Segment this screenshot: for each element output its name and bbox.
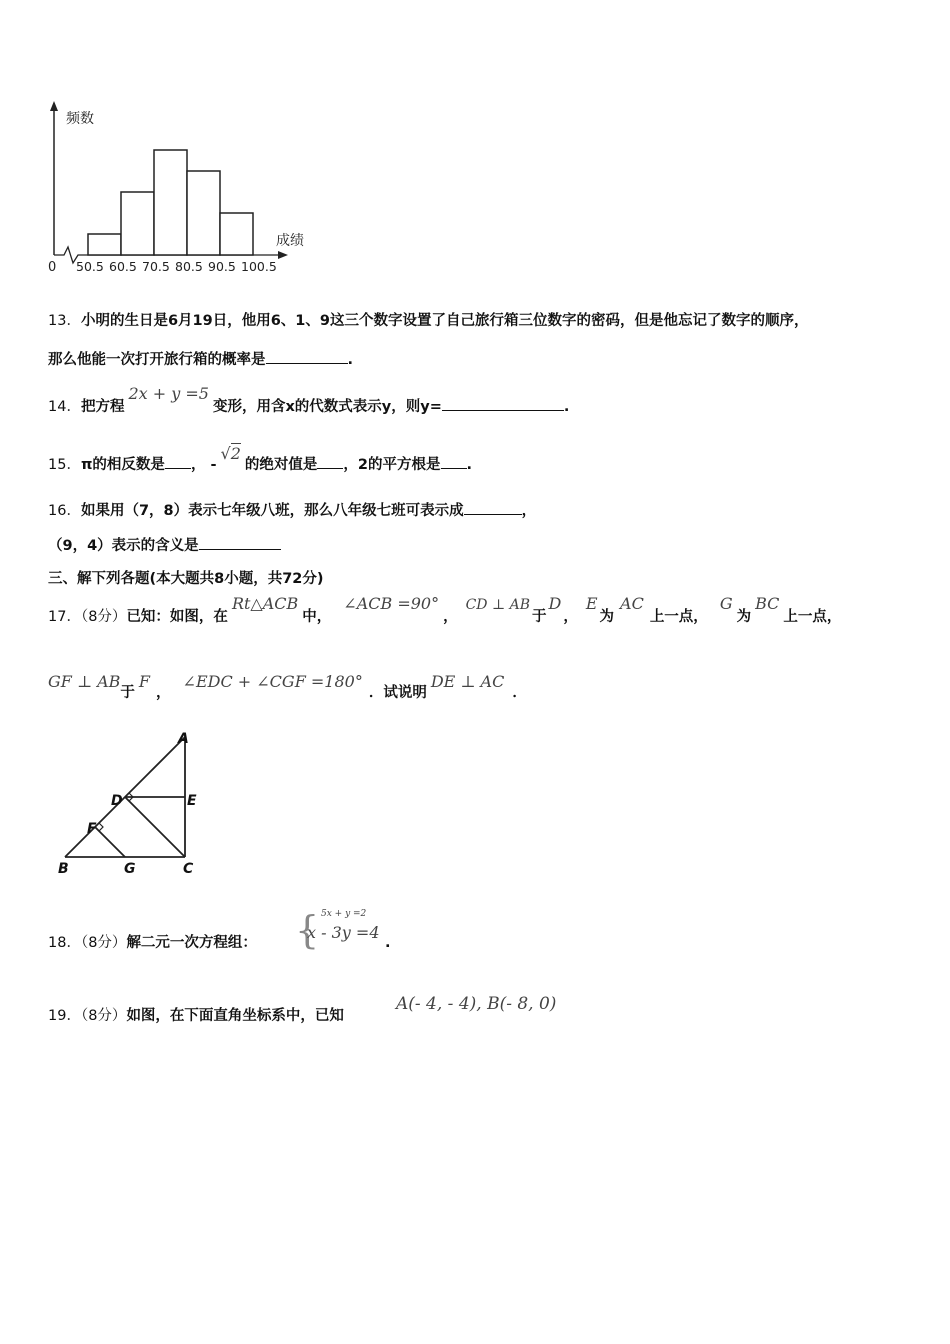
- question-number: 15．: [48, 457, 81, 473]
- score: （8分）: [80, 609, 127, 625]
- label-C: C: [183, 861, 194, 877]
- question-17-line2: [48, 672, 527, 703]
- period: .: [563, 399, 570, 415]
- frequency-histogram: [40, 95, 330, 285]
- x-axis-arrow: [278, 251, 288, 259]
- equation-1: 5x + y =2: [321, 909, 367, 919]
- score: （8分）: [80, 1008, 127, 1024]
- answer-blank[interactable]: [317, 454, 343, 469]
- question-text: 中，: [302, 609, 332, 625]
- math-expr: CD ⊥ AB: [465, 597, 530, 613]
- x-tick-label: 100.5: [241, 259, 277, 274]
- question-text: 上一点，: [649, 609, 708, 625]
- math-expr: F: [138, 672, 151, 691]
- answer-blank[interactable]: [441, 454, 467, 469]
- question-15: [48, 444, 473, 475]
- question-16-line2-row: [48, 535, 281, 556]
- label-A: A: [178, 731, 189, 747]
- x-tick-label: 50.5: [76, 259, 104, 274]
- math-expr: BC: [755, 594, 780, 613]
- x-tick-label: 90.5: [208, 259, 236, 274]
- left-brace: {: [295, 908, 320, 952]
- question-text: ，: [563, 609, 578, 625]
- question-text: 的绝对值是: [244, 457, 318, 473]
- label-E: E: [187, 793, 197, 809]
- question-text: 如果用（7，8）表示七年级八班，那么八年级七班可表示成: [80, 503, 464, 519]
- math-expr: GF ⊥ AB: [48, 672, 121, 691]
- x-tick-label: 70.5: [142, 259, 170, 274]
- question-13-line1: 小明的生日是6月19日，他用6、1、9这三个数字设置了自己旅行箱三位数字的密码，但是他忘记了数字的顺序，: [80, 313, 809, 329]
- equation-2: x - 3y =4: [307, 923, 380, 942]
- math-expr: D: [548, 594, 562, 613]
- math-expr: ∠EDC + ∠CGF =180°: [182, 672, 363, 691]
- label-G: G: [124, 861, 136, 877]
- question-text: ， -: [190, 457, 217, 473]
- math-expr: DE ⊥ AC: [430, 672, 505, 691]
- math-expr: E: [585, 594, 598, 613]
- question-19: [48, 1006, 344, 1026]
- answer-blank[interactable]: [266, 349, 348, 364]
- answer-blank[interactable]: [165, 454, 191, 469]
- period: .: [347, 352, 354, 368]
- answer-blank[interactable]: [199, 535, 281, 550]
- question-text: ，: [443, 609, 458, 625]
- comma: ，: [521, 503, 537, 519]
- question-text: 变形，用含x的代数式表示y，则y=: [212, 399, 442, 415]
- question-number: 16．: [48, 503, 81, 519]
- question-text: ，: [156, 685, 171, 701]
- question-text: 把方程: [80, 399, 125, 415]
- question-text: 为: [736, 609, 752, 625]
- answer-blank[interactable]: [442, 396, 564, 411]
- question-text: 上一点，: [783, 609, 842, 625]
- label-D: D: [111, 793, 123, 809]
- question-14: [48, 384, 570, 417]
- question-text: （9，4）表示的含义是: [48, 538, 199, 554]
- question-16: [48, 500, 536, 521]
- question-13: [48, 311, 808, 331]
- y-axis-arrow: [50, 101, 58, 111]
- segment-DC: [125, 797, 185, 857]
- section-heading: 三、解下列各题(本大题共8小题，共72分): [48, 571, 324, 587]
- question-text: 于: [120, 685, 135, 701]
- question-13-line2: 那么他能一次打开旅行箱的概率是: [48, 352, 266, 368]
- label-F: F: [87, 821, 97, 837]
- segment-FG: [95, 827, 125, 857]
- period: .: [385, 935, 391, 951]
- triangle-figure: [50, 725, 220, 880]
- question-text: 已知：如图，在: [126, 609, 228, 625]
- sqrt-value: 2: [230, 444, 241, 463]
- math-expr: AC: [620, 594, 644, 613]
- label-B: B: [58, 861, 69, 877]
- period: .: [466, 457, 473, 473]
- question-number: 17．: [48, 609, 81, 625]
- question-13-line2-row: [48, 349, 353, 370]
- question-text: 于: [532, 609, 547, 625]
- question-17: [48, 594, 842, 627]
- histogram-bar: [154, 150, 187, 255]
- origin-label: 0: [48, 260, 57, 275]
- x-axis-label: 成绩: [276, 233, 304, 249]
- equation: 2x + y =5: [128, 384, 209, 403]
- math-expr: Rt△ACB: [231, 594, 299, 613]
- equation-system: [295, 905, 385, 960]
- x-tick-label: 80.5: [175, 259, 203, 274]
- question-text: 为: [599, 609, 615, 625]
- question-18: [48, 933, 257, 953]
- histogram-bar: [88, 234, 121, 255]
- answer-blank[interactable]: [464, 500, 522, 515]
- histogram-bar: [121, 192, 154, 255]
- points-AB: A(- 4, - 4), B(- 8, 0): [396, 994, 557, 1014]
- question-number: 13．: [48, 313, 81, 329]
- math-expr: G: [719, 594, 733, 613]
- question-text: ，2的平方根是: [343, 457, 441, 473]
- x-tick-label: 60.5: [109, 259, 137, 274]
- math-expr: ∠ACB =90°: [343, 594, 440, 613]
- score: （8分）: [80, 935, 127, 951]
- histogram-bar: [220, 213, 253, 255]
- question-number: 19．: [48, 1008, 81, 1024]
- question-text: 解二元一次方程组：: [126, 935, 257, 951]
- question-text: π的相反数是: [80, 457, 165, 473]
- sqrt-symbol: √2: [220, 444, 241, 463]
- question-number: 14．: [48, 399, 81, 415]
- question-text: 如图，在下面直角坐标系中，已知: [126, 1008, 344, 1024]
- y-axis-label: 频数: [66, 111, 94, 127]
- question-number: 18．: [48, 935, 81, 951]
- histogram-bar: [187, 171, 220, 255]
- question-text: ．: [512, 685, 527, 701]
- question-text: ．试说明: [368, 685, 427, 701]
